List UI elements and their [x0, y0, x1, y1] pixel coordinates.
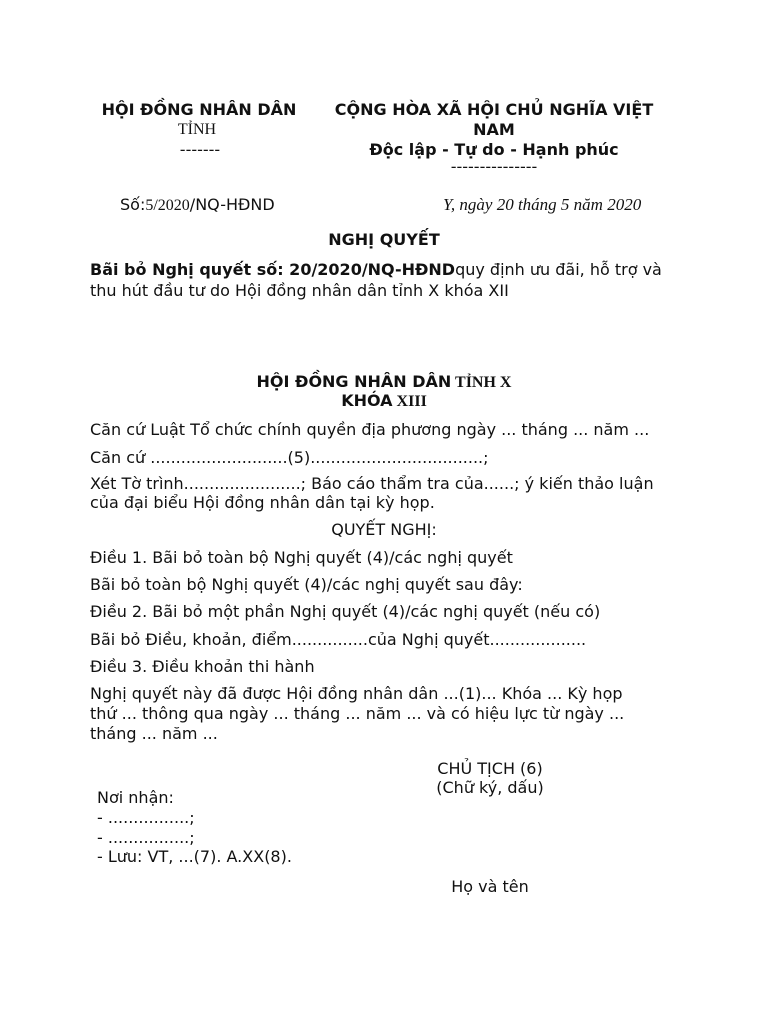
council-bold: HỘI ĐỒNG NHÂN DÂN — [256, 372, 452, 391]
issuer-province: TỈNH — [177, 121, 217, 138]
motto-divider: --------------- — [450, 157, 538, 176]
basis-law: Căn cứ Luật Tổ chức chính quyền địa phương ngày ... tháng ... năm ... — [90, 420, 650, 439]
signer-title: CHỦ TỊCH (6) — [437, 759, 543, 778]
article-3-line2: thứ ... thông qua ngày ... tháng ... năm ... và có hiệu lực từ ngày ... — [90, 704, 625, 723]
subject-bold: Bãi bỏ Nghị quyết số: 20/2020/NQ-HĐND — [90, 260, 456, 279]
basis-other: Căn cứ ...........................(5)..................................; — [90, 448, 489, 467]
subject-line2: thu hút đầu tư do Hội đồng nhân dân tỉnh X khóa XII — [90, 281, 509, 300]
decide-heading: QUYẾT NGHỊ: — [331, 520, 437, 539]
nation-title-line2: NAM — [473, 120, 515, 139]
council-term — [341, 391, 427, 412]
issuer-name: HỘI ĐỒNG NHÂN DÂN — [101, 100, 297, 119]
number-value: 5/2020 — [145, 197, 190, 214]
signature-note: (Chữ ký, dấu) — [436, 778, 544, 797]
subject-rest: quy định ưu đãi, hỗ trợ và — [455, 260, 662, 279]
subject-line1 — [90, 260, 662, 280]
document-title: NGHỊ QUYẾT — [328, 230, 440, 249]
council-name — [257, 372, 512, 393]
council-province: TỈNH X — [451, 374, 512, 391]
nation-title: CỘNG HÒA XÃ HỘI CHỦ NGHĨA VIỆT — [334, 100, 654, 119]
number-prefix: Số: — [120, 195, 146, 214]
article-3-line1: Nghị quyết này đã được Hội đồng nhân dân ...(1)... Khóa ... Kỳ họp — [90, 684, 623, 703]
article-1: Điều 1. Bãi bỏ toàn bộ Nghị quyết (4)/các nghị quyết — [90, 548, 513, 567]
number-suffix: /NQ-HĐND — [189, 195, 275, 214]
recipients-label: Nơi nhận: — [97, 788, 174, 807]
consideration-line2: của đại biểu Hội đồng nhân dân tại kỳ họp. — [90, 493, 435, 512]
document-date: Y, ngày 20 tháng 5 năm 2020 — [443, 195, 642, 214]
signer-name: Họ và tên — [451, 877, 529, 896]
document-number — [120, 195, 275, 216]
motto: Độc lập - Tự do - Hạnh phúc — [369, 140, 619, 159]
article-1-text: Bãi bỏ toàn bộ Nghị quyết (4)/các nghị quyết sau đây: — [90, 575, 523, 594]
term-label: KHÓA — [341, 391, 393, 410]
article-3-line3: tháng ... năm ... — [90, 724, 218, 743]
recipient-archive: - Lưu: VT, ...(7). A.XX(8). — [97, 847, 292, 866]
term-value: XIII — [392, 393, 427, 410]
issuer-divider: ------- — [179, 140, 221, 159]
consideration-line1: Xét Tờ trình.......................; Báo cáo thẩm tra của......; ý kiến thảo luận — [90, 474, 654, 493]
article-3: Điều 3. Điều khoản thi hành — [90, 657, 315, 676]
article-2-text: Bãi bỏ Điều, khoản, điểm...............của Nghị quyết................... — [90, 630, 587, 649]
recipient-item: - ................; — [97, 808, 195, 827]
article-2: Điều 2. Bãi bỏ một phần Nghị quyết (4)/các nghị quyết (nếu có) — [90, 602, 601, 621]
recipient-item: - ................; — [97, 828, 195, 847]
